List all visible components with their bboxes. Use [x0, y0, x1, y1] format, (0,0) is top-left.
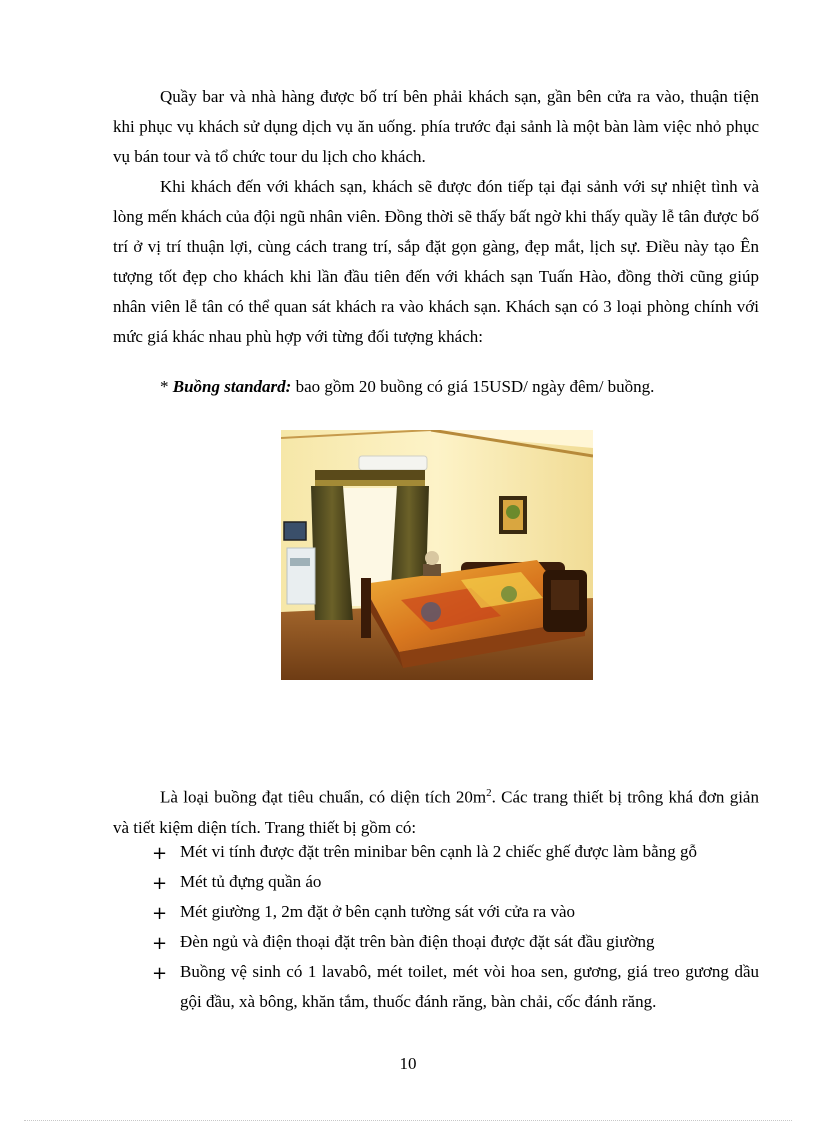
paragraph-room-description	[113, 778, 759, 843]
list-item	[152, 867, 759, 897]
plus-bullet-icon: +	[152, 963, 168, 984]
plus-bullet-icon: +	[152, 903, 168, 924]
list-item	[152, 957, 759, 1017]
room-description-text-end: . Các trang thiết bị trông khá đơn giản và tiết kiệm diện tích. Trang thiết bị gồm có:	[113, 787, 759, 837]
list-item	[152, 927, 759, 957]
page-number: 10	[399, 1054, 417, 1073]
list-item-text: Buồng vệ sinh có 1 lavabô, mét toilet, mét vòi hoa sen, gương, giá treo gương dầu gội đầu, xà bông, khăn tắm, thuốc đánh răng, bàn chải, cốc đánh răng.	[180, 962, 759, 1011]
plus-bullet-icon: +	[152, 843, 168, 864]
list-item	[152, 837, 759, 867]
equipment-list	[152, 837, 759, 1017]
paragraph-bar-restaurant: Quầy bar và nhà hàng được bố trí bên phải khách sạn, gần bên cửa ra vào, thuận tiện khi phục vụ khách sử dụng dịch vụ ăn uống. phía trước đại sảnh là một bàn làm việc nhỏ phục vụ bán tour và tổ chức tour du lịch cho khách.	[113, 87, 759, 166]
room-type-standard	[160, 372, 654, 402]
room-description-text: Là loại buồng đạt tiêu chuẩn, có diện tích 20m	[160, 787, 487, 807]
room-type-description: bao gồm 20 buồng có giá 15USD/ ngày đêm/ buồng.	[291, 377, 655, 396]
list-item-text: Mét tủ đựng quần áo	[180, 872, 322, 891]
list-item-text: Đèn ngủ và điện thoại đặt trên bàn điện thoại được đặt sát đầu giường	[180, 932, 655, 951]
plus-bullet-icon: +	[152, 873, 168, 894]
list-item-text: Mét giường 1, 2m đặt ở bên cạnh tường sát với cửa ra vào	[180, 902, 576, 921]
plus-bullet-icon: +	[152, 933, 168, 954]
standard-room-photo	[281, 430, 593, 680]
room-type-prefix: *	[160, 377, 173, 396]
room-type-name: Buồng standard:	[172, 377, 292, 396]
page-bottom-divider	[24, 1120, 792, 1121]
list-item-text: Mét vi tính được đặt trên minibar bên cạnh là 2 chiếc ghế được làm bằng gỗ	[180, 842, 697, 861]
list-item	[152, 897, 759, 927]
paragraph-reception: Khi khách đến với khách sạn, khách sẽ được đón tiếp tại đại sảnh với sự nhiệt tình và lòng mến khách của đội ngũ nhân viên. Đồng thời sẽ thấy bất ngờ khi thấy quầy lễ tân được bố trí ở vị trí thuận lợi, cùng cách trang trí, sắp đặt gọn gàng, đẹp mắt, lịch sự. Điều này tạo Ên tượng tốt đẹp cho khách khi lần đầu tiên đến với khách sạn Tuấn Hào, đồng thời cũng giúp nhân viên lễ tân có thể quan sát khách ra vào khách sạn. Khách sạn có 3 loại phòng chính với mức giá khác nhau phù hợp với từng đối tượng khách:	[113, 177, 759, 346]
area-superscript: 2	[486, 787, 492, 799]
